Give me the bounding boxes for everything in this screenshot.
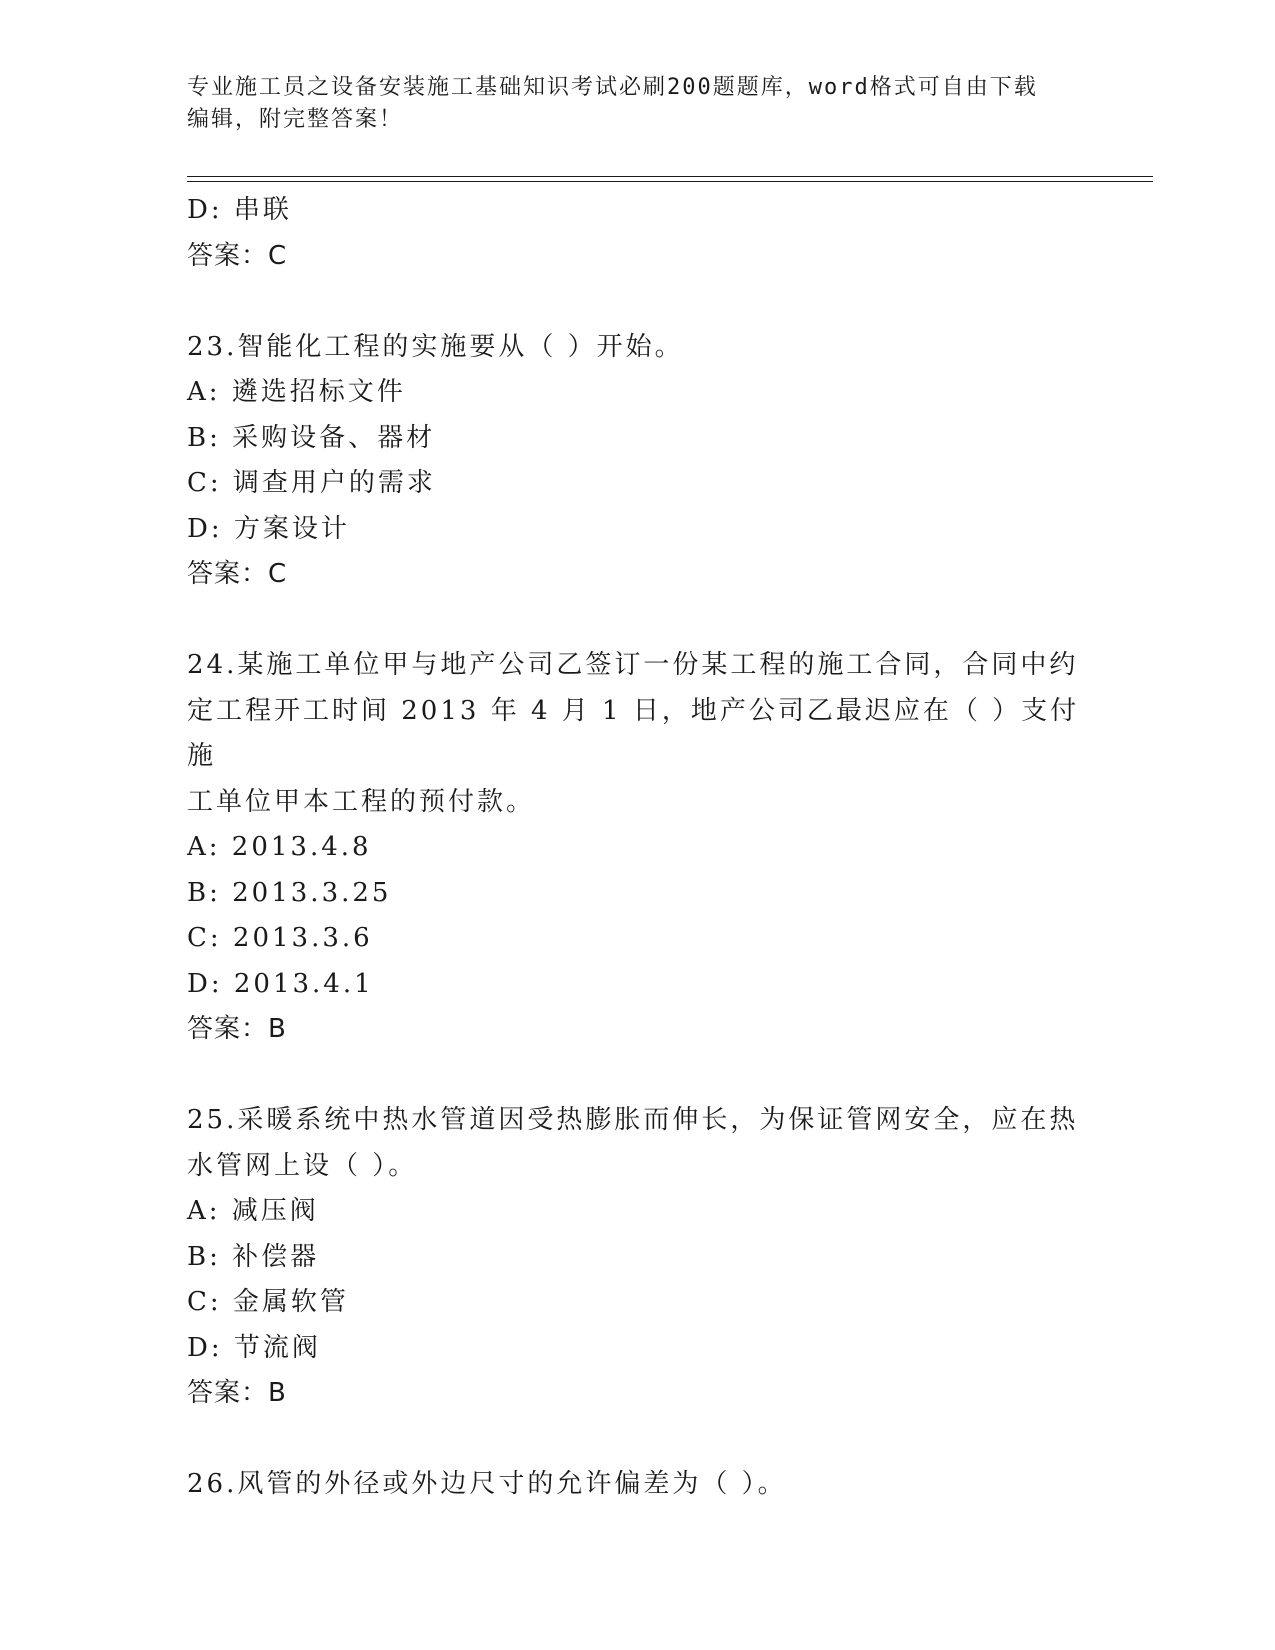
question-text-line-3: 工单位甲本工程的预付款。 xyxy=(187,786,536,817)
question-text-line-1: 24.某施工单位甲与地产公司乙签订一份某工程的施工合同，合同中约 xyxy=(187,650,1079,680)
answer-label: 答案：C xyxy=(187,240,288,271)
question-24 xyxy=(187,643,1087,1053)
question-22-tail xyxy=(187,188,1087,279)
answer-label: 答案：B xyxy=(187,1378,287,1408)
question-text-line-2: 水管网上设（ ）。 xyxy=(187,1150,418,1181)
option-a: A: 2013.4.8 xyxy=(187,832,372,862)
option-b: B: 2013.3.25 xyxy=(187,877,392,908)
spacer xyxy=(187,1417,1087,1463)
header-line-1: 专业施工员之设备安装施工基础知识考试必刷200题题库，word格式可自由下载 xyxy=(187,75,1038,100)
option-c: C: 金属软管 xyxy=(187,1287,349,1317)
spacer xyxy=(187,598,1087,644)
option-c: C: 调查用户的需求 xyxy=(187,468,436,498)
answer-label: 答案：B xyxy=(187,1014,287,1044)
question-26 xyxy=(187,1462,1087,1508)
header-line-2: 编辑，附完整答案！ xyxy=(187,107,404,132)
option-d: D: 2013.4.1 xyxy=(187,968,374,999)
spacer xyxy=(187,279,1087,325)
option-c: C: 2013.3.6 xyxy=(187,923,373,953)
answer-label: 答案：C xyxy=(187,559,288,589)
option-b: B: 采购设备、器材 xyxy=(187,422,436,453)
option-d: D: 方案设计 xyxy=(187,513,350,544)
question-25 xyxy=(187,1098,1087,1417)
question-text-line-1: 25.采暖系统中热水管道因受热膨胀而伸长，为保证管网安全，应在热 xyxy=(187,1105,1079,1135)
question-text: 23.智能化工程的实施要从（ ）开始。 xyxy=(187,331,684,362)
question-23 xyxy=(187,325,1087,598)
header-divider-top xyxy=(187,176,1153,177)
question-text: 26.风管的外径或外边尺寸的允许偏差为（ ）。 xyxy=(187,1469,787,1499)
option-d: D: 串联 xyxy=(187,195,292,225)
page-header xyxy=(187,72,1077,136)
option-a: A: 减压阀 xyxy=(187,1196,319,1226)
option-a: A: 遴选招标文件 xyxy=(187,377,406,407)
question-list xyxy=(187,188,1087,1508)
header-divider-bottom xyxy=(187,181,1153,182)
option-b: B: 补偿器 xyxy=(187,1241,320,1272)
question-text-line-2: 定工程开工时间 2013 年 4 月 1 日，地产公司乙最迟应在（ ）支付施 xyxy=(187,695,1080,771)
spacer xyxy=(187,1053,1087,1099)
option-d: D: 节流阀 xyxy=(187,1332,321,1363)
